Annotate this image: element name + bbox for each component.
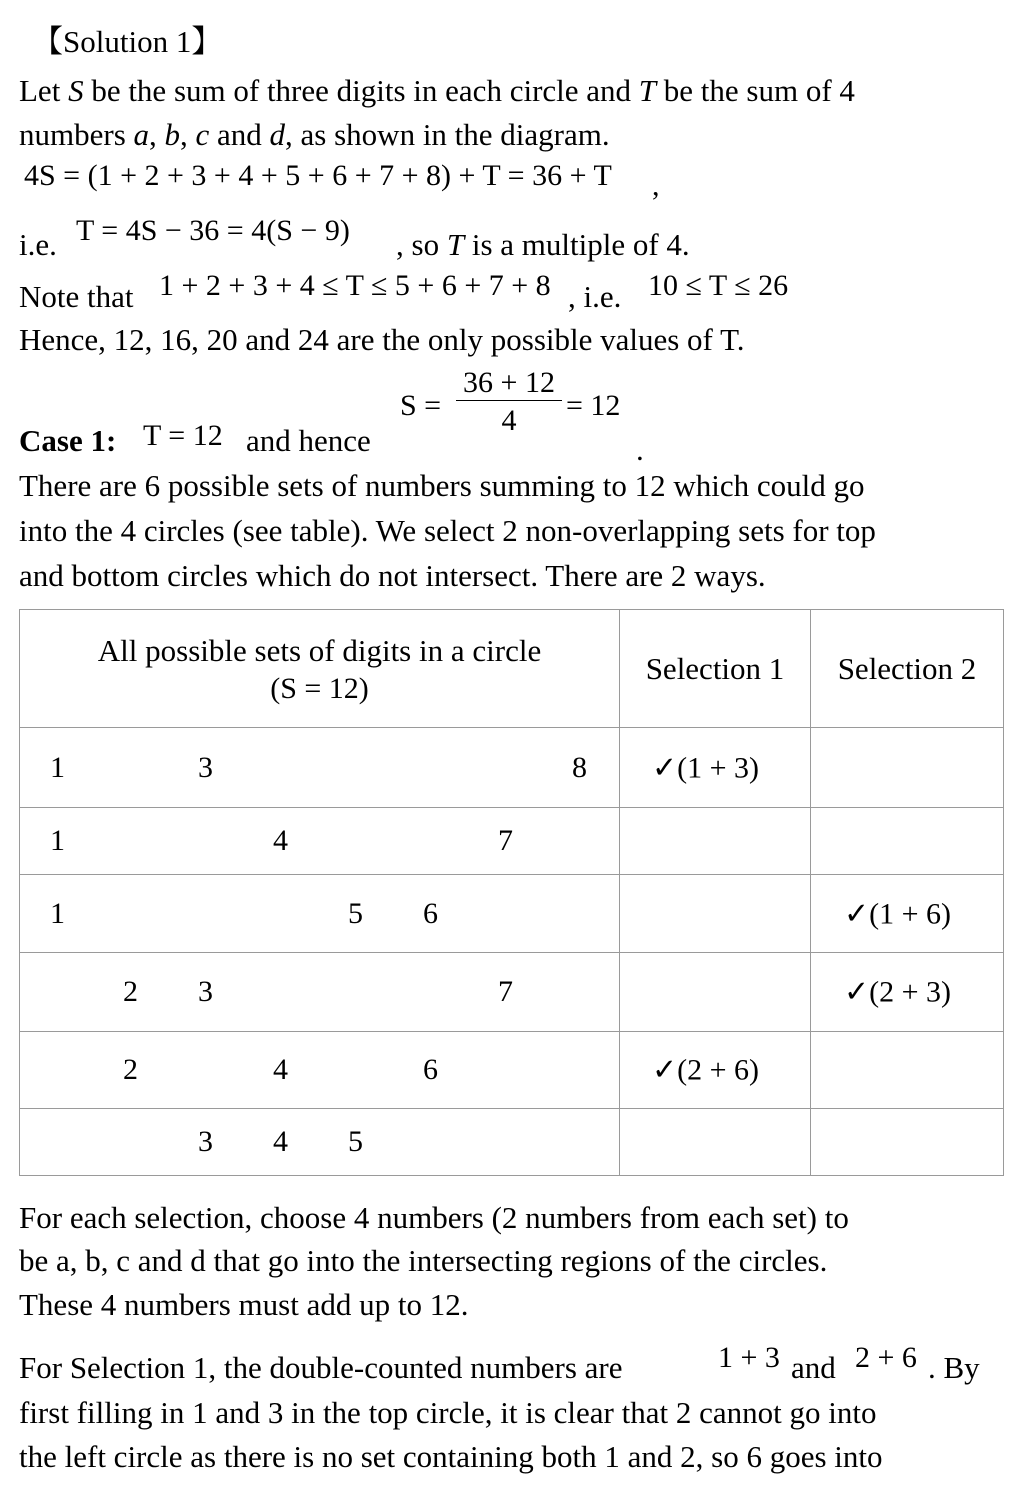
set-digit: 3 bbox=[198, 1125, 213, 1158]
para2-line-1: There are 6 possible sets of numbers summing to 12 which could go bbox=[19, 468, 865, 503]
selection-2-cell bbox=[811, 728, 1004, 808]
case1-fraction bbox=[456, 366, 562, 441]
sets-table bbox=[19, 609, 1004, 1176]
para2-line-3: and bottom circles which do not intersect. There are 2 ways. bbox=[19, 558, 766, 593]
para4-expr-2: 2 + 6 bbox=[855, 1341, 917, 1374]
equation-sum: 4S = (1 + 2 + 3 + 4 + 5 + 6 + 7 + 8) + T = 36 + T bbox=[24, 159, 612, 192]
selection-1-cell bbox=[620, 808, 811, 875]
fraction-numerator: 36 + 12 bbox=[463, 366, 555, 399]
set-digits-cell bbox=[20, 1032, 620, 1109]
para4-line-3: the left circle as there is no set containing both 1 and 2, so 6 goes into bbox=[19, 1439, 883, 1474]
ie-label: i.e. bbox=[19, 227, 57, 262]
selection-1-mark: ✓(1 + 3) bbox=[652, 751, 760, 784]
header-sets-eq: (S = 12) bbox=[270, 671, 369, 705]
set-digit: 4 bbox=[273, 824, 288, 857]
para4-expr-1: 1 + 3 bbox=[718, 1341, 780, 1374]
solution-heading: 【Solution 1】 bbox=[32, 24, 223, 59]
set-digit: 2 bbox=[123, 1053, 138, 1086]
selection-1-cell bbox=[620, 953, 811, 1032]
set-digit: 7 bbox=[498, 824, 513, 857]
para3-line-3: These 4 numbers must add up to 12. bbox=[19, 1287, 469, 1322]
set-digit: 3 bbox=[198, 975, 213, 1008]
set-digits-cell bbox=[20, 953, 620, 1032]
equation-comma: , bbox=[652, 169, 660, 202]
selection-2-mark: ✓(2 + 3) bbox=[844, 975, 952, 1009]
header-selection-1: Selection 1 bbox=[620, 610, 811, 728]
set-digit: 1 bbox=[50, 824, 65, 857]
set-digit: 3 bbox=[198, 750, 213, 784]
set-digits-cell bbox=[20, 1109, 620, 1176]
selection-1-cell bbox=[620, 1032, 811, 1109]
para2-line-2: into the 4 circles (see table). We select 2 non-overlapping sets for top bbox=[19, 513, 876, 548]
selection-2-cell bbox=[811, 808, 1004, 875]
para4-by: . By bbox=[928, 1350, 980, 1385]
table-row bbox=[20, 808, 1004, 875]
table-row bbox=[20, 953, 1004, 1032]
set-digits-cell bbox=[20, 808, 620, 875]
selection-2-cell bbox=[811, 875, 1004, 953]
set-digit: 4 bbox=[273, 1125, 288, 1158]
set-digits-cell bbox=[20, 875, 620, 953]
multiple-text: , so T is a multiple of 4. bbox=[396, 227, 690, 262]
table-header-row bbox=[20, 610, 1004, 728]
set-digit: 6 bbox=[423, 1053, 438, 1086]
set-digit: 2 bbox=[123, 975, 138, 1008]
case1-and-hence: and hence bbox=[246, 423, 371, 458]
case1-t-eq: T = 12 bbox=[143, 419, 223, 452]
set-digit: 5 bbox=[348, 896, 363, 930]
set-digit: 4 bbox=[273, 1053, 288, 1086]
note-ie: , i.e. bbox=[568, 279, 622, 314]
header-selection-2: Selection 2 bbox=[811, 610, 1004, 728]
table-row bbox=[20, 1032, 1004, 1109]
table-row bbox=[20, 1109, 1004, 1176]
selection-1-cell bbox=[620, 728, 811, 808]
set-digit: 8 bbox=[572, 750, 587, 784]
note-inequality: 1 + 2 + 3 + 4 ≤ T ≤ 5 + 6 + 7 + 8 bbox=[159, 269, 551, 302]
para3-line-2: be a, b, c and d that go into the intersecting regions of the circles. bbox=[19, 1243, 828, 1278]
para3-line-1: For each selection, choose 4 numbers (2 numbers from each set) to bbox=[19, 1200, 849, 1235]
hence-line: Hence, 12, 16, 20 and 24 are the only possible values of T. bbox=[19, 322, 745, 357]
set-digit: 7 bbox=[498, 975, 513, 1008]
selection-2-mark: ✓(1 + 6) bbox=[844, 897, 952, 930]
selection-2-cell bbox=[811, 1032, 1004, 1109]
selection-1-mark: ✓(2 + 6) bbox=[652, 1053, 760, 1087]
intro-line-2: numbers a, b, c and d, as shown in the diagram. bbox=[19, 117, 610, 152]
set-digits-cell bbox=[20, 728, 620, 808]
selection-1-cell bbox=[620, 875, 811, 953]
note-range: 10 ≤ T ≤ 26 bbox=[648, 269, 789, 302]
case1-label: Case 1: bbox=[19, 423, 117, 458]
case1-rhs: = 12 bbox=[566, 389, 621, 422]
table-row bbox=[20, 875, 1004, 953]
equation-t: T = 4S − 36 = 4(S − 9) bbox=[76, 214, 350, 247]
case1-period: . bbox=[636, 432, 644, 467]
selection-2-cell bbox=[811, 1109, 1004, 1176]
selection-1-cell bbox=[620, 1109, 811, 1176]
set-digit: 5 bbox=[348, 1125, 363, 1158]
intro-line-1: Let S be the sum of three digits in each circle and T be the sum of 4 bbox=[19, 73, 855, 108]
table-row bbox=[20, 728, 1004, 808]
para4-line-1a: For Selection 1, the double-counted numbers are bbox=[19, 1350, 623, 1385]
note-label: Note that bbox=[19, 279, 134, 314]
set-digit: 1 bbox=[50, 896, 65, 930]
selection-2-cell bbox=[811, 953, 1004, 1032]
case1-s-lhs: S = bbox=[400, 389, 442, 422]
para4-and: and bbox=[791, 1350, 836, 1385]
set-digit: 1 bbox=[50, 750, 65, 784]
header-sets bbox=[20, 610, 620, 728]
header-sets-label: All possible sets of digits in a circle bbox=[97, 632, 542, 668]
para4-line-2: first filling in 1 and 3 in the top circle, it is clear that 2 cannot go into bbox=[19, 1395, 877, 1430]
fraction-denominator: 4 bbox=[501, 404, 517, 437]
set-digit: 6 bbox=[423, 896, 438, 930]
